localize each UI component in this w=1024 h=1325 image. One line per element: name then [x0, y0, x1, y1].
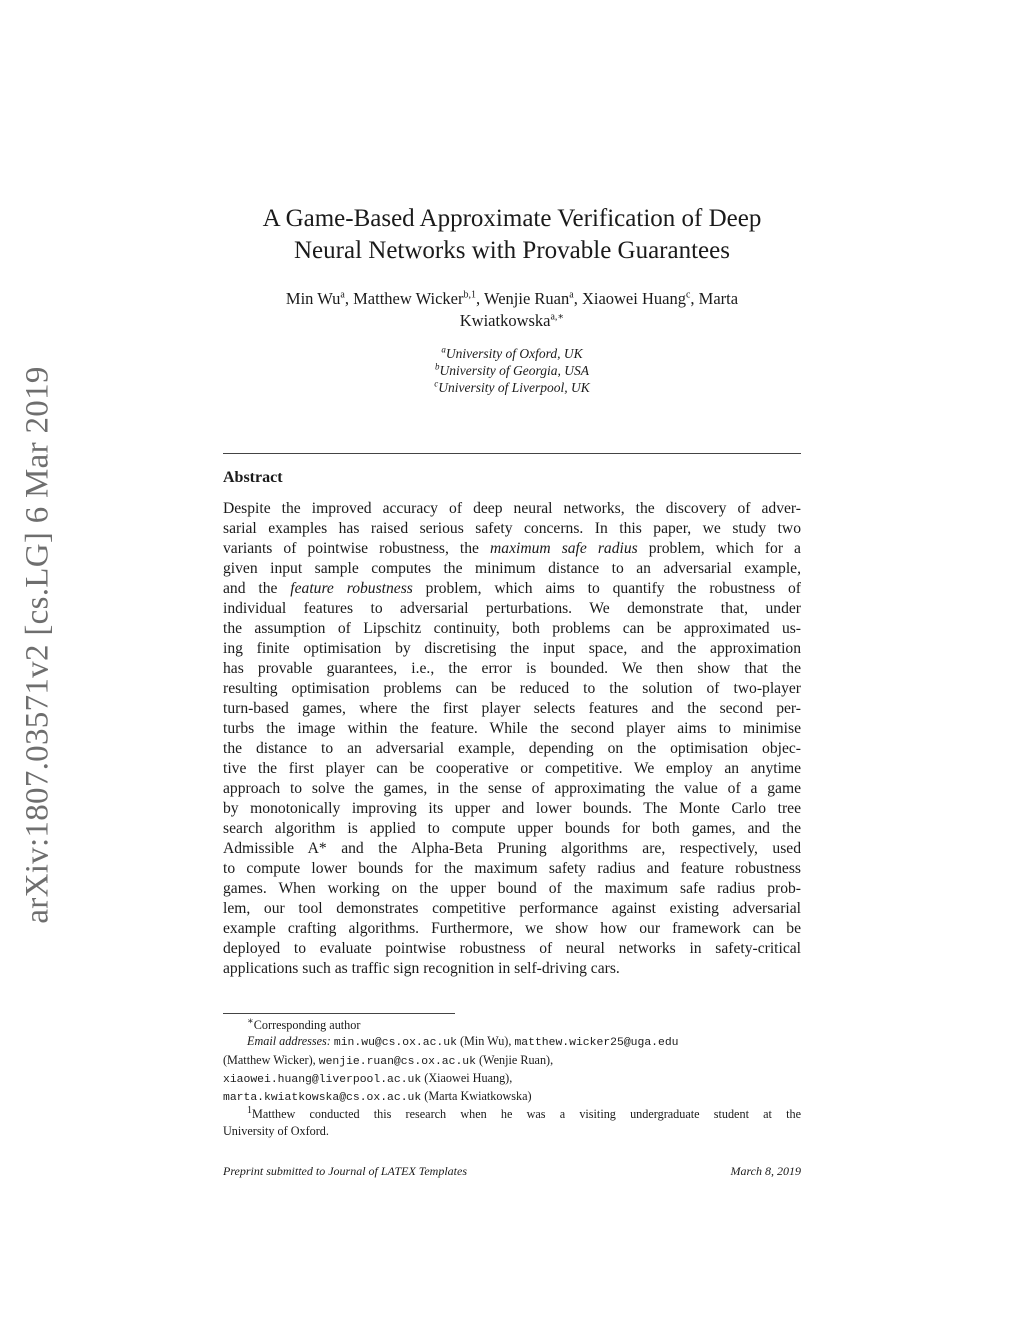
abstract-line: Admissible A* and the Alpha-Beta Pruning algorithms are, respectively, used [223, 840, 801, 857]
abstract-line: Despite the improved accuracy of deep neural networks, the discovery of adver- [223, 500, 801, 517]
author-list [223, 288, 801, 332]
abstract-line: variants of pointwise robustness, the maximum safe radius problem, which for a [223, 540, 801, 557]
abstract-heading: Abstract [223, 469, 283, 486]
author-name: Matthew Wicker [353, 289, 464, 308]
abstract-line: games. When working on the upper bound of the maximum safe radius prob- [223, 880, 801, 897]
author-name: Xiaowei Huang [581, 289, 686, 308]
footnote-1-line-1: $^1$Matthew conducted this research when he was a visiting undergraduate student at the [247, 1105, 801, 1122]
paper-title [223, 203, 801, 267]
author-affil-mark: a [340, 289, 345, 301]
arxiv-identifier[interactable]: arXiv:1807.03571v2 [cs.LG] 6 Mar 2019 [19, 366, 56, 924]
footer-date: March 8, 2019 [730, 1164, 801, 1178]
abstract-line: and the feature robustness problem, which aims to quantify the robustness of [223, 580, 801, 597]
affiliation-item: $^a$University of Oxford, UK [441, 344, 583, 361]
author-name-last: Kwiatkowska [459, 311, 551, 330]
abstract-emphasis: feature robustness [290, 580, 413, 597]
arxiv-side-stamp [18, 360, 58, 930]
abstract-line: lem, our tool demonstrates competitive performance against existing adversarial [223, 900, 801, 917]
author-line-1: Min Wu$^a$, Matthew Wicker$^{b,1}$, Wenjie Ruan$^a$, Xiaowei Huang$^c$, Marta [285, 289, 739, 308]
affiliation-item: $^b$University of Georgia, USA [435, 361, 589, 378]
title-line-2: Neural Networks with Provable Guarantees [294, 237, 730, 264]
author-affil-mark: c [685, 289, 691, 301]
abstract-line: search algorithm is applied to compute upper bounds for both games, and the [223, 820, 801, 837]
abstract-top-rule [223, 453, 801, 454]
abstract-emphasis: maximum safe radius [490, 540, 638, 557]
author-name: Wenjie Ruan [483, 289, 570, 308]
abstract-line: deployed to evaluate pointwise robustness of neural networks in safety-critical [223, 940, 801, 957]
abstract-line: the distance to an adversarial example, depending on the optimisation objec- [223, 740, 801, 757]
footer-preprint-note: Preprint submitted to Journal of LATEX Templates [223, 1164, 468, 1178]
abstract-line: to compute lower bounds for the maximum safety radius and feature robustness [223, 860, 801, 877]
footnotes [223, 1017, 801, 1139]
abstract-line: turbs the image within the feature. While the second player aims to minimise [223, 720, 801, 737]
author-affil-mark: b,1 [463, 289, 476, 301]
footnote-corresponding: ∗Corresponding author [247, 1015, 361, 1032]
footnote-1-line-2: University of Oxford. [223, 1123, 329, 1138]
abstract-line: sarial examples has raised serious safety concerns. In this paper, we study two [223, 520, 801, 537]
email-link[interactable]: marta.kwiatkowska@cs.ox.ac.uk [223, 1092, 422, 1105]
abstract-line: the assumption of Lipschitz continuity, both problems can be approximated us- [223, 620, 801, 637]
email-link[interactable]: wenjie.ruan@cs.ox.ac.uk [318, 1055, 476, 1068]
email-link[interactable]: min.wu@cs.ox.ac.uk [333, 1037, 457, 1050]
abstract-body [223, 499, 801, 979]
abstract-line: has provable guarantees, i.e., the error is bounded. We then show that the [223, 660, 801, 677]
footnote-emails-line-2: (Matthew Wicker), wenjie.ruan@cs.ox.ac.uk (Wenjie Ruan), [223, 1052, 554, 1068]
affiliation-item: $^c$University of Liverpool, UK [434, 378, 590, 395]
title-line-1: A Game-Based Approximate Verification of Deep [262, 205, 762, 232]
email-link[interactable]: xiaowei.huang@liverpool.ac.uk [223, 1073, 422, 1086]
abstract-line: example crafting algorithms. Furthermore, we show how our framework can be [223, 920, 801, 937]
footnote-emails-line-1: Email addresses: min.wu@cs.ox.ac.uk (Min Wu), matthew.wicker25@uga.edu [247, 1034, 679, 1050]
author-name-first: Marta [698, 289, 739, 308]
email-link[interactable]: matthew.wicker25@uga.edu [514, 1037, 679, 1050]
author-line-2 [223, 310, 801, 332]
abstract-line: tive the first player can be cooperative or competitive. We employ an anytime [223, 760, 801, 777]
author-name: Min Wu [285, 289, 341, 308]
footnote-emails-line-3: xiaowei.huang@liverpool.ac.uk (Xiaowei Huang), [223, 1070, 513, 1086]
footnote-emails-line-4: marta.kwiatkowska@cs.ox.ac.uk (Marta Kwiatkowska) [223, 1089, 532, 1105]
abstract-line: approach to solve the games, in the sense of approximating the value of a game [223, 780, 801, 797]
footnote-rule [223, 1013, 455, 1014]
author-affil-mark: a,∗ [550, 311, 565, 323]
affiliation-list [223, 345, 801, 396]
abstract-line: ing finite optimisation by discretising the input space, and the approximation [223, 640, 801, 657]
abstract-line: resulting optimisation problems can be reduced to the solution of two-player [223, 680, 801, 697]
abstract-line: by monotonically improving its upper and lower bounds. The Monte Carlo tree [223, 800, 801, 817]
abstract-line: turn-based games, where the first player selects features and the second per- [223, 700, 801, 717]
abstract-line: given input sample computes the minimum distance to an adversarial example, [223, 560, 801, 577]
abstract-line: applications such as traffic sign recognition in self-driving cars. [223, 960, 620, 977]
author-affil-mark: a [569, 289, 574, 301]
abstract-line: individual features to adversarial perturbations. We demonstrate that, under [223, 600, 801, 617]
